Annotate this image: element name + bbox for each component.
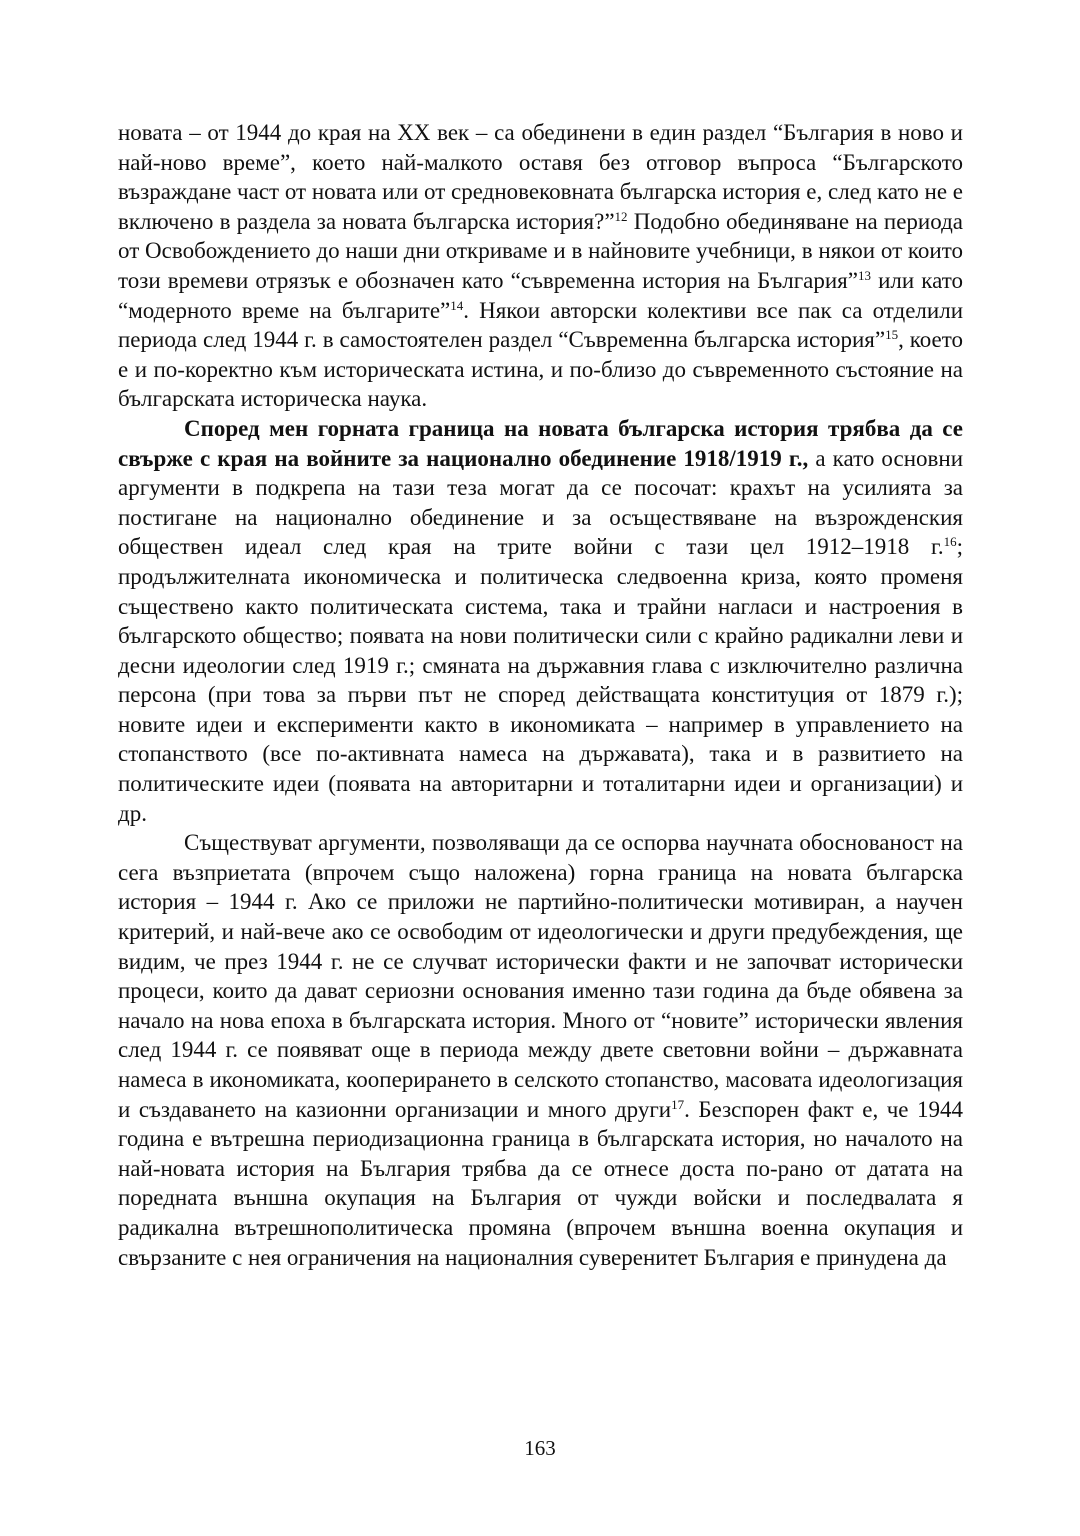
paragraph-text: . Някои авторски колективи все пак са отделили периода след 1944 г. в самостоятелен раздел “Съвременна българска история” [118,297,963,353]
paragraph-text: или като “модерното време на българите” [118,267,963,323]
paragraph [118,118,963,414]
footnote-reference: 17 [671,1096,685,1112]
paragraph [118,828,963,1272]
body-text [118,118,963,1272]
bold-thesis-text: Според мен горната граница на новата българска история трябва да се свърже с края на войните за национално обединение 1918/1919 г., [118,415,963,471]
paragraph-text: Подобно обединяване на периода от Освобождението до наши дни откриваме и в найновите учебници, в някои от които този времеви отрязък е обозначен като “съвременна история на България” [118,208,963,293]
footnote-reference: 15 [885,327,899,343]
paragraph-text: ; продължителната икономическа и политическа следвоенна криза, която променя съществено както политическата система, така и трайни нагласи и настроения в българското общество; появата на нови политически сили с крайно радикални леви и десни идеологии след 1919 г.; смяната на държавния глава с изключително различна персона (при това за първи път не според действащата конституция от 1879 г.); новите идеи и експерименти както в икономиката – например в управлението на стопанството (все по-активната намеса на държавата), така и в развитието на политическите идеи (появата на авторитарни и тоталитарни идеи и организации) и др. [118,534,963,826]
page-number: 163 [524,1436,556,1460]
paragraph-text: Съществуват аргументи, позволяващи да се оспорва научната обоснованост на сега възприетата (впрочем също наложена) горна граница на новата българска история – 1944 г. Ако се приложи не партийно-политически мотивиран, а научен критерий, и най-вече ако се освободим от идеологически и други предубеждения, ще видим, че през 1944 г. не се случват исторически факти и не започват исторически процеси, които да дават сериозни основания именно тази година да бъде обявена за начало на нова епоха в българската история. Много от “новите” исторически явления след 1944 г. се появяват още в периода между двете световни войни – държавната намеса в икономиката, кооперирането в селското стопанство, масовата идеологизация и създаването на казионни организации и много други [118,830,963,1122]
paragraph [118,414,963,828]
footnote-reference: 13 [857,267,871,283]
footnote-reference: 14 [450,297,464,313]
paragraph-text: а като основни аргументи в подкрепа на тази теза могат да се посочат: крахът на усилията за постигане на национално обединение и за осъществяване на възрожденския обществен идеал след края на трите войни с тази цел 1912–1918 г. [118,445,963,560]
paragraph-text: , което е и по-коректно към историческата истина, и по-близо до съвременното състояние на българската историческа наука. [118,327,963,412]
paragraph-text: . Безспорен факт е, че 1944 година е вътрешна периодизационна граница в българската история, но началото на най-новата история на България трябва да се отнесе доста по-рано от датата на поредната външна окупация на България от чужди войски и последвалата я радикална вътрешнополитическа промяна (впрочем външна военна окупация и свързаните с нея ограничения на националния суверенитет България е принудена да [118,1096,963,1270]
footnote-reference: 12 [614,208,628,224]
footnote-reference: 16 [943,534,957,550]
paragraph-text: новата – от 1944 до края на ХХ век – са обединени в един раздел “България в ново и най-ново време”, което най-малкото оставя без отговор въпроса “Българското възраждане част от новата или от средновековната българска история е, след като не е включено в раздела за новата българска история?” [118,120,963,234]
